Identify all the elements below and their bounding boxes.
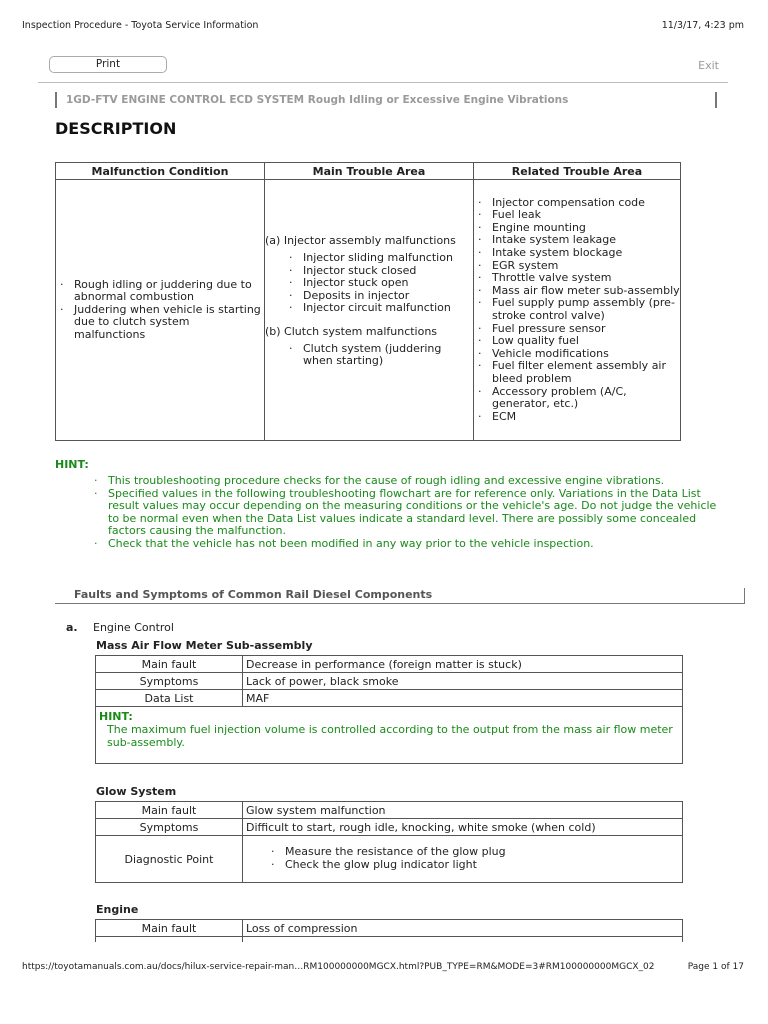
breadcrumb: 1GD-FTV ENGINE CONTROL ECD SYSTEM Rough Idling or Excessive Engine Vibrations [55,92,717,108]
related-trouble-area-cell [474,180,681,441]
table-row [96,656,683,673]
list-item: · Juddering when vehicle is starting due to clutch system malfunctions [56,304,264,342]
row-label [96,937,243,943]
list-item: · Fuel pressure sensor [474,323,680,336]
injector-list [285,252,473,315]
engine-table [95,919,683,942]
hint-item: · Check that the vehicle has not been modified in any way prior to the vehicle inspection. [90,538,730,551]
list-item: · Injector stuck closed [285,265,473,278]
row-value: Loss of compression [243,920,683,937]
page-number: Page 1 of 17 [687,962,744,972]
hint-item: · This troubleshooting procedure checks for the cause of rough idling and excessive engine vibrations. [90,475,730,488]
row-value [243,937,683,943]
list-item: · Injector circuit malfunction [285,302,473,315]
list-item: · Throttle valve system [474,272,680,285]
list-item: · Mass air flow meter sub-assembly [474,285,680,298]
list-item: · Intake system leakage [474,234,680,247]
row-label: Symptoms [96,819,243,836]
table-row [96,690,683,707]
row-label: Data List [96,690,243,707]
print-button[interactable]: Print [49,56,167,73]
clutch-list [285,343,473,368]
list-item: · Injector sliding malfunction [285,252,473,265]
list-item: · EGR system [474,260,680,273]
row-label: Symptoms [96,673,243,690]
row-label: Main fault [96,802,243,819]
list-item: · Check the glow plug indicator light [267,859,679,872]
exit-link[interactable]: Exit [698,59,719,72]
column-header: Malfunction Condition [56,163,265,180]
list-item: · ECM [474,411,680,424]
row-value: Decrease in performance (foreign matter is stuck) [243,656,683,673]
list-item: · Low quality fuel [474,335,680,348]
list-item: · Vehicle modifications [474,348,680,361]
list-item: · Accessory problem (A/C, generator, etc.) [474,386,680,411]
maf-hint-text: The maximum fuel injection volume is controlled according to the output from the mass air flow meter sub-assembly. [107,723,673,749]
hint-item: · Specified values in the following troubleshooting flowchart are for reference only. Variations in the Data List result values may occur depending on the measuring conditions or the vehicle's age. Do not judge the vehicle to be normal even when the Data List values indicate a standard level. There are possibly some concealed factors causing the malfunction. [90,488,730,538]
hint-title: HINT: [55,458,89,471]
diagnostic-list [267,846,679,871]
section-title: Faults and Symptoms of Common Rail Diesel Components [55,588,745,604]
maf-hint-cell [96,707,683,764]
row-value: MAF [243,690,683,707]
list-item: · Rough idling or juddering due to abnormal combustion [56,279,264,304]
row-value: Lack of power, black smoke [243,673,683,690]
glow-table [95,801,683,883]
divider [38,82,728,83]
list-item: · Clutch system (juddering when starting) [285,343,473,368]
list-item: · Engine mounting [474,222,680,235]
list-item: · Fuel filter element assembly air bleed problem [474,360,680,385]
print-header-title: Inspection Procedure - Toyota Service Information [22,20,259,31]
row-label: Main fault [96,656,243,673]
engine-title: Engine [96,903,139,916]
group-label: (b) Clutch system malfunctions [265,324,438,338]
table-row [96,836,683,883]
column-header: Related Trouble Area [474,163,681,180]
subsection-marker: a. [66,621,78,634]
description-table [55,162,681,441]
row-value [243,836,683,883]
maf-hint-title: HINT: [99,710,133,723]
maf-table [95,655,683,764]
main-trouble-area-cell [265,180,474,441]
hint-list [90,475,730,551]
table-row [56,180,681,441]
table-row [96,920,683,937]
list-item: · Injector compensation code [474,197,680,210]
table-row [96,802,683,819]
row-label: Main fault [96,920,243,937]
glow-title: Glow System [96,785,177,798]
table-row [96,819,683,836]
list-item: · Intake system blockage [474,247,680,260]
group-label: (a) Injector assembly malfunctions [265,233,456,247]
list-item: · Injector stuck open [285,277,473,290]
column-header: Main Trouble Area [265,163,474,180]
row-label: Diagnostic Point [96,836,243,883]
subsection-heading [66,621,174,634]
row-value: Glow system malfunction [243,802,683,819]
table-header-row [56,163,681,180]
list-item: · Deposits in injector [285,290,473,303]
maf-title: Mass Air Flow Meter Sub-assembly [96,639,313,652]
malfunction-condition-cell [56,180,265,441]
footer-url: https://toyotamanuals.com.au/docs/hilux-service-repair-man…RM100000000MGCX.html?PUB_TYPE=RM&MODE=3#RM100000000MGCX_02 [22,962,655,972]
list-item: · Fuel supply pump assembly (pre-stroke control valve) [474,297,680,322]
list-item: · Fuel leak [474,209,680,222]
page-title: DESCRIPTION [55,119,177,138]
table-row [96,673,683,690]
print-header-datetime: 11/3/17, 4:23 pm [661,20,744,31]
table-row [96,707,683,764]
related-list [474,197,680,424]
list-item: · Measure the resistance of the glow plug [267,846,679,859]
subsection-label: Engine Control [93,621,174,634]
row-value: Difficult to start, rough idle, knocking, white smoke (when cold) [243,819,683,836]
condition-list [56,279,264,342]
table-row [96,937,683,943]
